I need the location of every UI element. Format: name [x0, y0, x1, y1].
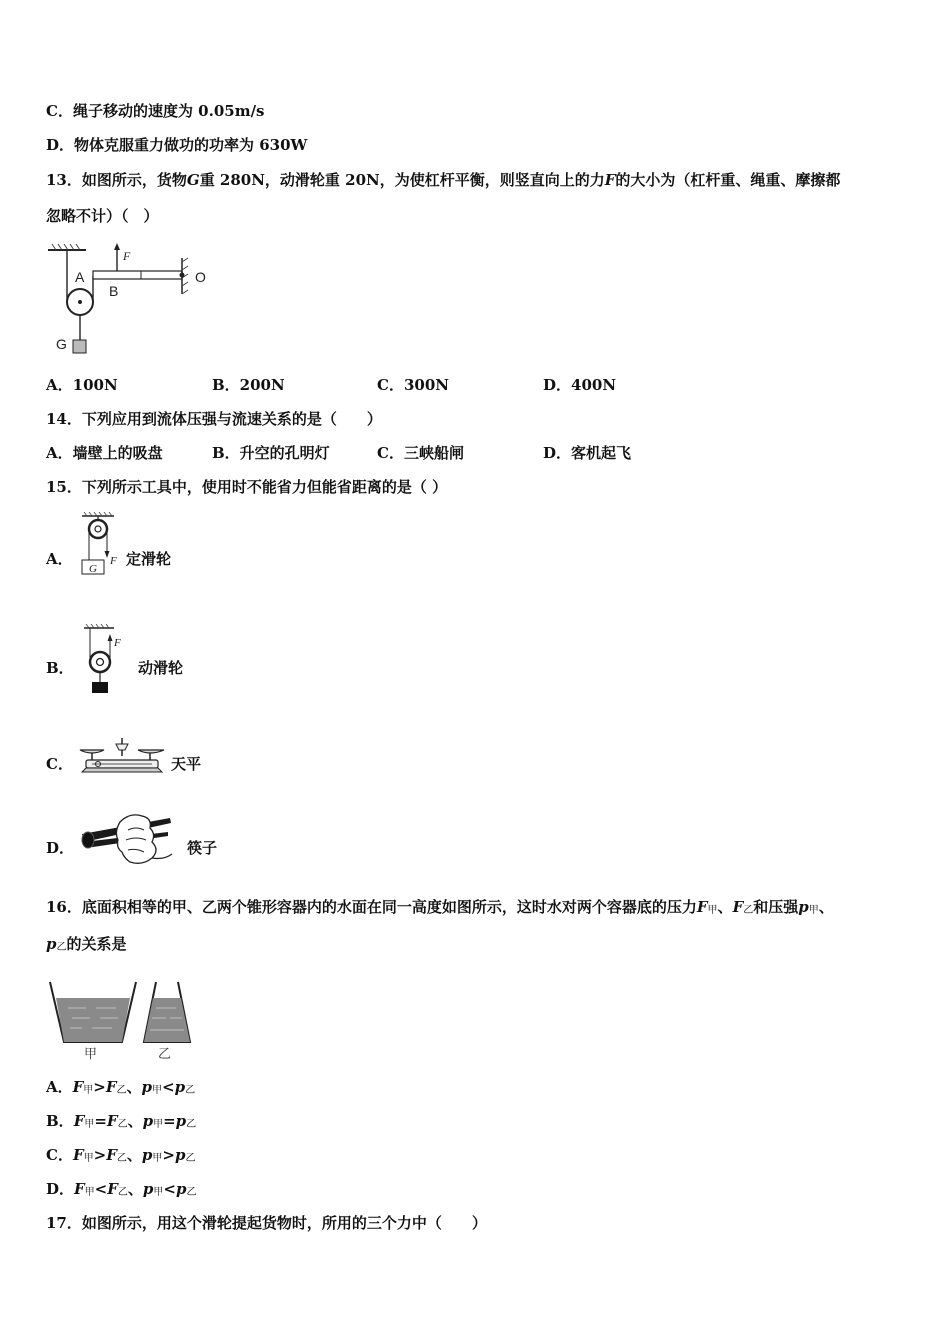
q15-option-d-name: 筷子 — [187, 839, 218, 857]
q15-option-b-name: 动滑轮 — [138, 659, 184, 677]
q16-option-d: D．F甲<F乙、p甲<p乙 — [46, 1180, 197, 1198]
q16-containers-figure — [46, 978, 206, 1062]
q13-label-g: G — [56, 336, 67, 352]
q15-option-d-letter: D． — [46, 839, 75, 857]
q13-lever-pulley-figure — [44, 240, 224, 362]
q15-chopsticks-figure — [80, 808, 174, 870]
q16-stem-line1: 16．底面积相等的甲、乙两个锥形容器内的水面在同一高度如图所示，这时水对两个容器底的压力F甲、F乙和压强p甲、 — [46, 898, 834, 916]
q15-movable-pulley-figure — [80, 624, 130, 696]
q13-option-b: B．200N — [212, 376, 285, 394]
q13-stem-line1: 13．如图所示，货物G重 280N，动滑轮重 20N，为使杠杆平衡，则竖直向上的力F的大小为（杠杆重、绳重、摩擦都 — [46, 171, 841, 189]
q15-option-c-name: 天平 — [171, 755, 202, 773]
q13-label-o: O — [195, 269, 206, 285]
q16-option-a: A．F甲>F乙、p甲<p乙 — [46, 1078, 196, 1096]
q14-option-c: C．三峡船闸 — [377, 444, 464, 462]
q13-stem-line2: 忽略不计）（ ） — [46, 207, 159, 225]
q15-a-force-label: F — [110, 555, 117, 567]
q15-option-a-letter: A． — [46, 550, 73, 568]
q12-option-c: C．绳子移动的速度为 0.05m/s — [46, 102, 265, 120]
q16-label-yi: 乙 — [158, 1047, 172, 1062]
q13-label-f: F — [123, 249, 131, 263]
q17-stem: 17．如图所示，用这个滑轮提起货物时，所用的三个力中（ ） — [46, 1214, 487, 1232]
q13-option-d: D．400N — [543, 376, 617, 394]
q16-label-jia: 甲 — [84, 1047, 98, 1062]
q15-stem: 15．下列所示工具中，使用时不能省力但能省距离的是（ ） — [46, 478, 448, 496]
q15-option-a-name: 定滑轮 — [126, 550, 172, 568]
q16-option-b: B．F甲=F乙、p甲=p乙 — [46, 1112, 197, 1130]
q13-option-c: C．300N — [377, 376, 449, 394]
q12-option-d: D．物体克服重力做功的功率为 630W — [46, 136, 308, 154]
q13-label-b: B — [109, 283, 119, 299]
q14-stem: 14．下列应用到流体压强与流速关系的是（ ） — [46, 410, 382, 428]
q14-option-a: A．墙壁上的吸盘 — [46, 444, 163, 462]
q14-option-d: D．客机起飞 — [543, 444, 632, 462]
q15-fixed-pulley-figure — [76, 512, 122, 580]
q13-option-a: A．100N — [46, 376, 118, 394]
q15-option-c-letter: C． — [46, 755, 73, 773]
q13-label-a: A — [75, 269, 85, 285]
q15-balance-figure — [78, 734, 170, 776]
q14-option-b: B．升空的孔明灯 — [212, 444, 330, 462]
q15-option-b-letter: B． — [46, 659, 74, 677]
q16-option-c: C．F甲>F乙、p甲>p乙 — [46, 1146, 196, 1164]
q15-a-weight-label: G — [89, 563, 97, 575]
q15-b-force-label: F — [114, 637, 121, 649]
q16-stem-line2: p乙的关系是 — [46, 935, 127, 953]
